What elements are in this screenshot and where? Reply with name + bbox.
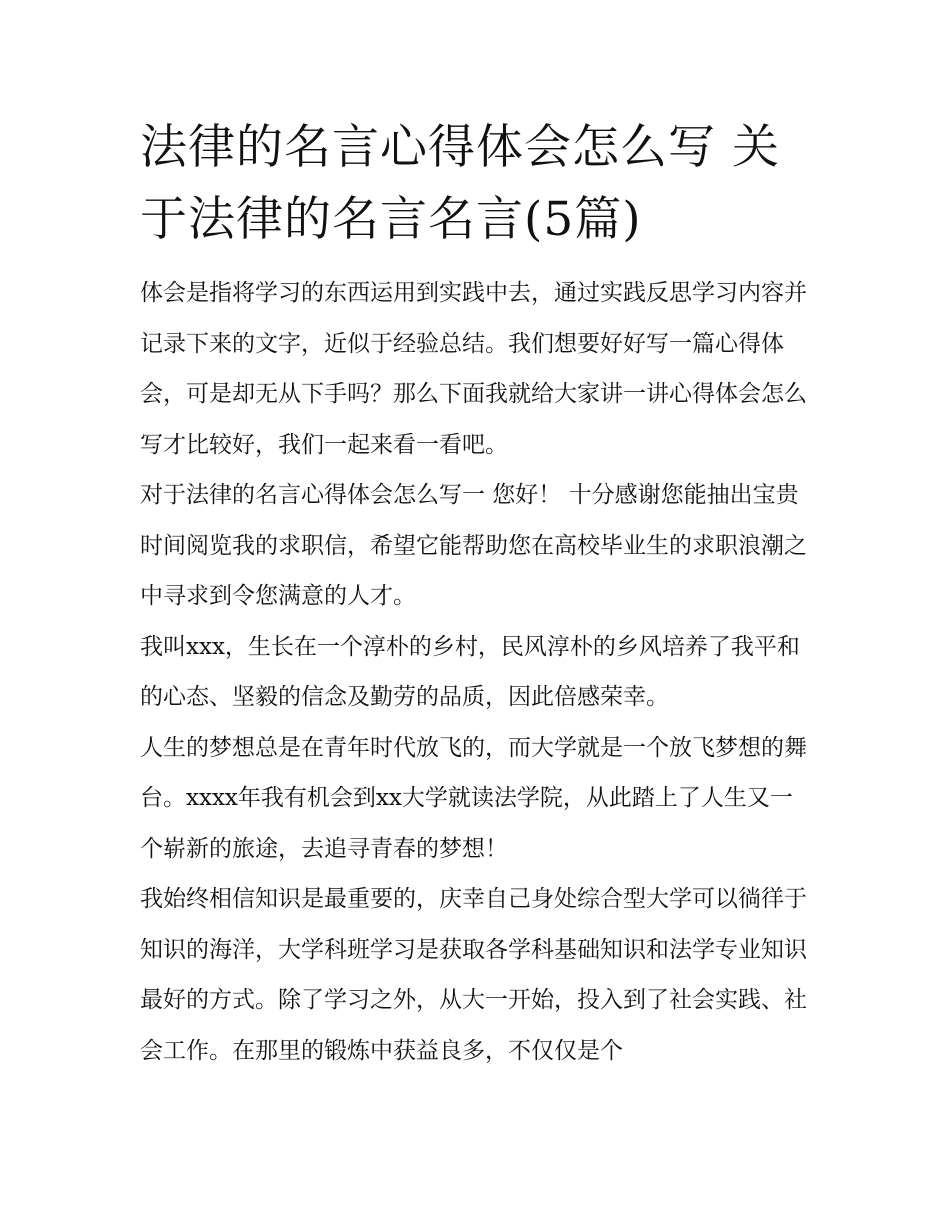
document-body (140, 268, 812, 1076)
paragraph-2: 对于法律的名言心得体会怎么写一 您好！ 十分感谢您能抽出宝贵时间阅览我的求职信，希望它能帮助您在高校毕业生的求职浪潮之中寻求到令您满意的人才。 (140, 482, 807, 609)
paragraph-3: 我叫xxx，生长在一个淳朴的乡村，民风淳朴的乡风培养了我平和的心态、坚毅的信念及勤劳的品质，因此倍感荣幸。 (140, 633, 800, 710)
paragraph-5: 我始终相信知识是最重要的，庆幸自己身处综合型大学可以徜徉于知识的海洋，大学科班学习是获取各学科基础知识和法学专业知识最好的方式。除了学习之外，从大一开始，投入到了社会实践、社会工作。在那里的锻炼中获益良多，不仅仅是个 (140, 886, 807, 1064)
document-title: 法律的名言心得体会怎么写 关于法律的名言名言(5篇) (140, 120, 780, 247)
document-page (140, 112, 812, 1076)
paragraph-4: 人生的梦想总是在青年时代放飞的，而大学就是一个放飞梦想的舞台。xxxx年我有机会到xx大学就读法学院，从此踏上了人生又一个崭新的旅途，去追寻青春的梦想！ (140, 734, 807, 862)
paragraph-1: 体会是指将学习的东西运用到实践中去，通过实践反思学习内容并记录下来的文字，近似于经验总结。我们想要好好写一篇心得体会，可是却无从下手吗？那么下面我就给大家讲一讲心得体会怎么写才比较好，我们一起来看一看吧。 (140, 280, 807, 458)
